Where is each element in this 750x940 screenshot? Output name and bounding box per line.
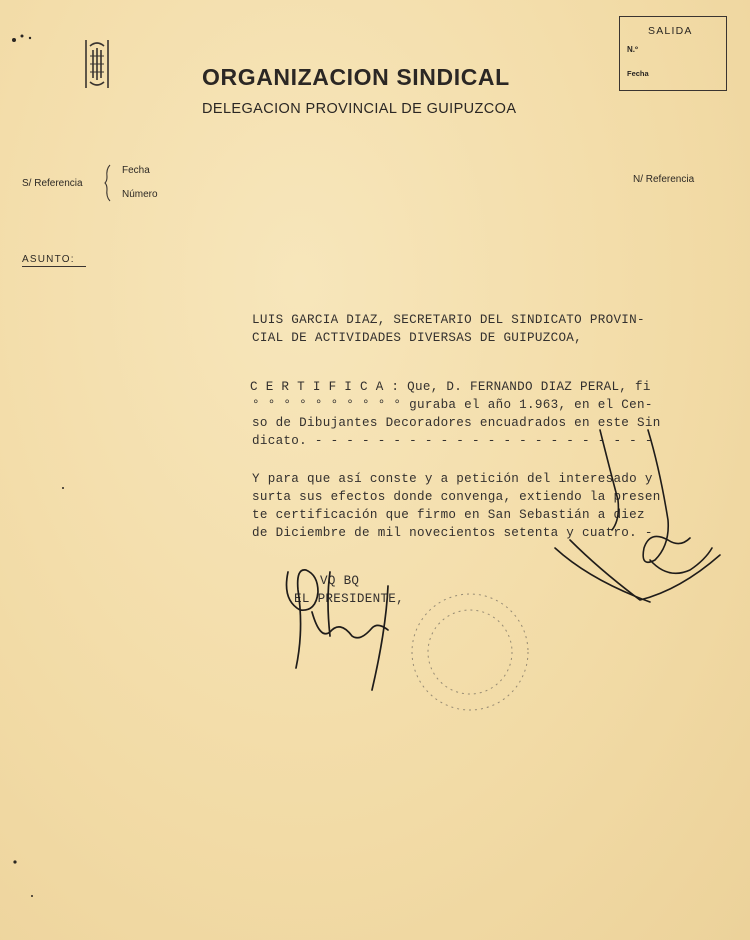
- asunto-underline: [22, 266, 86, 267]
- yoke-and-arrows-emblem-icon: [80, 36, 114, 92]
- certifica-line-1: C E R T I F I C A : Que, D. FERNANDO DIAZ PERAL, fi: [250, 380, 651, 394]
- organization-subtitle: DELEGACION PROVINCIAL DE GUIPUZCOA: [202, 101, 517, 117]
- certifica-line-3: so de Dibujantes Decoradores encuadrados en este Sin: [252, 416, 661, 430]
- numero-label: Número: [122, 189, 158, 200]
- closing-line-2: surta sus efectos donde convenga, extiendo la presen: [252, 490, 661, 504]
- official-stamp: [412, 594, 528, 710]
- certifica-line-2: ° ° ° ° ° ° ° ° ° ° guraba el año 1.963, en el Cen-: [252, 398, 653, 412]
- salida-title: SALIDA: [648, 25, 693, 37]
- organization-title: ORGANIZACION SINDICAL: [202, 64, 510, 90]
- s-referencia-label: S/ Referencia: [22, 178, 83, 189]
- salida-registry-box: [619, 16, 727, 91]
- approval-presidente: EL PRESIDENTE,: [294, 592, 405, 606]
- salida-date-label: Fecha: [627, 69, 649, 78]
- salida-number-label: N.º: [627, 45, 638, 54]
- certifica-line-4: dicato. - - - - - - - - - - - - - - - - - - - - - -: [252, 434, 653, 448]
- asunto-label: ASUNTO:: [22, 254, 75, 265]
- intro-line-2: CIAL DE ACTIVIDADES DIVERSAS DE GUIPUZCOA,: [252, 331, 583, 345]
- ink-specks: [12, 35, 64, 898]
- intro-line-1: LUIS GARCIA DIAZ, SECRETARIO DEL SINDICATO PROVIN-: [252, 313, 645, 327]
- reference-brace: [104, 163, 112, 203]
- approval-vobo: VQ BQ: [320, 574, 360, 588]
- n-referencia-label: N/ Referencia: [633, 174, 695, 185]
- closing-line-4: de Diciembre de mil novecientos setenta y cuatro. -: [252, 526, 653, 540]
- fecha-label: Fecha: [122, 165, 150, 176]
- closing-line-3: te certificación que firmo en San Sebastián a diez: [252, 508, 645, 522]
- closing-line-1: Y para que así conste y a petición del interesado y: [252, 472, 653, 486]
